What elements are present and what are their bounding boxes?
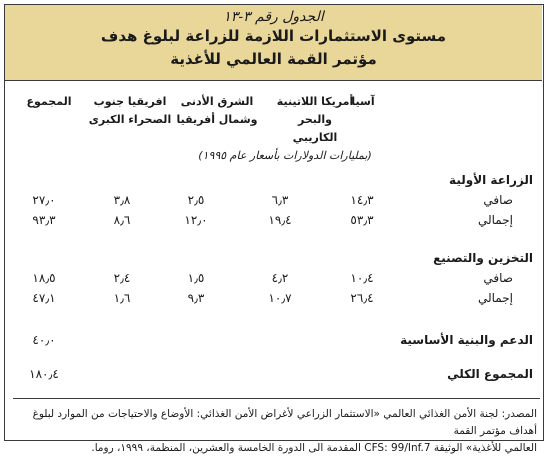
table-title-line2: مؤتمر القمة العالمي للأغذية	[170, 50, 377, 68]
cell: ١٤٫٣	[350, 193, 374, 207]
col-near-east	[172, 93, 262, 129]
cell: ٢٧٫٠	[32, 193, 56, 207]
col-latin-america	[275, 93, 355, 147]
section-total-title: المجموع الكلي	[447, 367, 533, 381]
table-frame	[4, 4, 544, 454]
cell: ٢٦٫٤	[350, 291, 374, 305]
section-storage-title: التخزين والتصنيع	[433, 251, 533, 265]
col-total	[19, 93, 79, 111]
row-label: صافي	[483, 271, 513, 285]
source-note	[13, 406, 537, 457]
row-label: صافي	[483, 193, 513, 207]
cell: ٣٫٨	[113, 193, 131, 207]
cell: ١٫٥	[187, 271, 205, 285]
cell: ٤٠٫٠	[32, 333, 56, 347]
row-label: إجمالي	[477, 291, 513, 305]
source-line1: المصدر: لجنة الأمن الغذائي العالمي «الاستثمار الزراعي لأغراض الأمن الغذائي: الأوضاع والاحتياجات من الموارد لبلوغ أهداف مؤتمر القمة	[32, 408, 537, 437]
cell: ٥٣٫٣	[350, 213, 374, 227]
section-primary-title: الزراعة الأولية	[449, 173, 533, 187]
row-label: إجمالي	[477, 213, 513, 227]
cell: ٢٫٤	[113, 271, 131, 285]
cell: ٨٫٦	[113, 213, 131, 227]
col-total-label: المجموع	[26, 95, 72, 108]
col-near-east-line1: الشرق الأدنى	[180, 95, 254, 108]
col-sub-saharan-line2: الصحراء الكبرى	[88, 113, 172, 126]
cell: ٩٫٣	[187, 291, 205, 305]
col-latin-america-line2: والبحر الكاريبي	[292, 113, 338, 144]
cell: ١٨٫٥	[32, 271, 56, 285]
cell: ١٠٫٤	[350, 271, 374, 285]
source-line2: العالمي للأغذية» الوثيقة CFS: 99/Inf.7 المقدمة الى الدورة الخامسة والعشرين، المنظمة، ١٩٩٩، روما.	[91, 442, 537, 454]
cell: ٦٫٣	[271, 193, 289, 207]
cell: ٤٧٫١	[32, 291, 56, 305]
col-sub-saharan-line1: افريقيا جنوب	[93, 95, 167, 108]
cell: ٢٫٥	[187, 193, 205, 207]
cell: ١٩٫٤	[268, 213, 292, 227]
cell: ٩٣٫٣	[32, 213, 56, 227]
table-title-line1: مستوى الاستثمارات اللازمة للزراعة لبلوغ هدف	[100, 27, 447, 45]
unit-note: (بمليارات الدولارات بأسعار عام ١٩٩٥)	[198, 149, 372, 162]
cell: ١٨٠٫٤	[29, 367, 59, 381]
cell: ١٫٦	[113, 291, 131, 305]
col-asia-label: آسيا	[351, 95, 375, 108]
cell: ١٠٫٧	[268, 291, 292, 305]
table-header	[5, 5, 542, 81]
cell: ٤٫٢	[271, 271, 289, 285]
col-latin-america-line1: أمريكا اللاتينية	[276, 95, 354, 108]
section-support-title: الدعم والبنية الأساسية	[400, 333, 533, 347]
cell: ١٢٫٠	[184, 213, 208, 227]
source-divider	[13, 398, 540, 399]
col-sub-saharan	[85, 93, 175, 129]
col-near-east-line2: وشمال أفريقيا	[176, 113, 258, 126]
table-number: الجدول رقم ٣-١٣	[223, 9, 324, 25]
